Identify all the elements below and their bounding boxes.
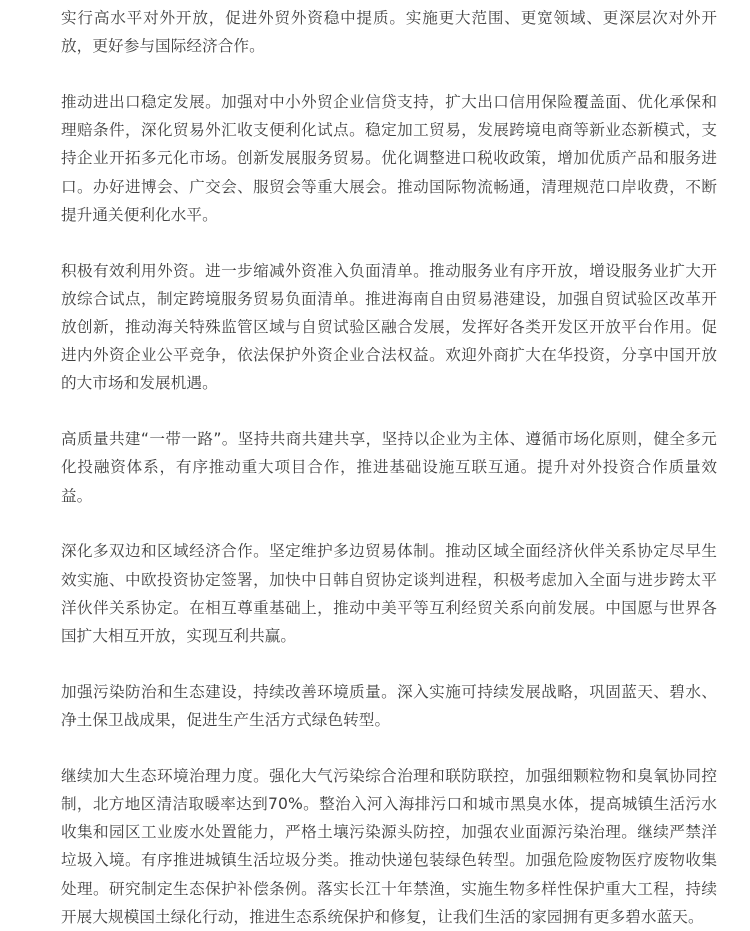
paragraph-opening: 实行高水平对外开放，促进外贸外资稳中提质。实施更大范围、更宽领域、更深层次对外开放，更好参与国际经济合作。 bbox=[61, 9, 717, 56]
paragraph-environmental-governance: 继续加大生态环境治理力度。强化大气污染综合治理和联防联控，加强细颗粒物和臭氧协同控制，北方地区清洁取暖率达到70%。整治入河入海排污口和城市黑臭水体，提高城镇生活污水收集和园区工业废水处置能力，严格土壤污染源头防控，加强农业面源污染治理。继续严禁洋垃圾入境。有序推进城镇生活垃圾分类。推动快递包装绿色转型。加强危险废物医疗废物收集处理。研究制定生态保护补偿条例。落实长江十年禁渔，实施生物多样性保护重大工程，持续开展大规模国土绿化行动，推进生态系统保护和修复，让我们生活的家园拥有更多碧水蓝天。 bbox=[61, 766, 717, 926]
paragraph-pollution-prevention: 加强污染防治和生态建设，持续改善环境质量。深入实施可持续发展战略，巩固蓝天、碧水、净土保卫战成果，促进生产生活方式绿色转型。 bbox=[61, 682, 717, 730]
article-body bbox=[61, 4, 717, 931]
paragraph-economic-cooperation: 深化多双边和区域经济合作。坚定维护多边贸易体制。推动区域全面经济伙伴关系协定尽早生效实施、中欧投资协定签署，加快中日韩自贸协定谈判进程，积极考虑加入全面与进步跨太平洋伙伴关系协定。在相互尊重基础上，推动中美平等互利经贸关系向前发展。中国愿与世界各国扩大相互开放，实现互利共赢。 bbox=[61, 542, 717, 646]
paragraph-foreign-investment: 积极有效利用外资。进一步缩减外资准入负面清单。推动服务业有序开放，增设服务业扩大开放综合试点，制定跨境服务贸易负面清单。推进海南自由贸易港建设，加强自贸试验区改革开放创新，推动海关特殊监管区域与自贸试验区融合发展，发挥好各类开发区开放平台作用。促进内外资企业公平竞争，依法保护外资企业合法权益。欢迎外商扩大在华投资，分享中国开放的大市场和发展机遇。 bbox=[61, 261, 717, 393]
paragraph-belt-and-road: 高质量共建“一带一路”。坚持共商共建共享，坚持以企业为主体、遵循市场化原则，健全多元化投融资体系，有序推动重大项目合作，推进基础设施互联互通。提升对外投资合作质量效益。 bbox=[61, 430, 717, 505]
paragraph-import-export: 推动进出口稳定发展。加强对中小外贸企业信贷支持，扩大出口信用保险覆盖面、优化承保和理赔条件，深化贸易外汇收支便利化试点。稳定加工贸易，发展跨境电商等新业态新模式，支持企业开拓多元化市场。创新发展服务贸易。优化调整进口税收政策，增加优质产品和服务进口。办好进博会、广交会、服贸会等重大展会。推动国际物流畅通，清理规范口岸收费，不断提升通关便利化水平。 bbox=[61, 93, 717, 224]
